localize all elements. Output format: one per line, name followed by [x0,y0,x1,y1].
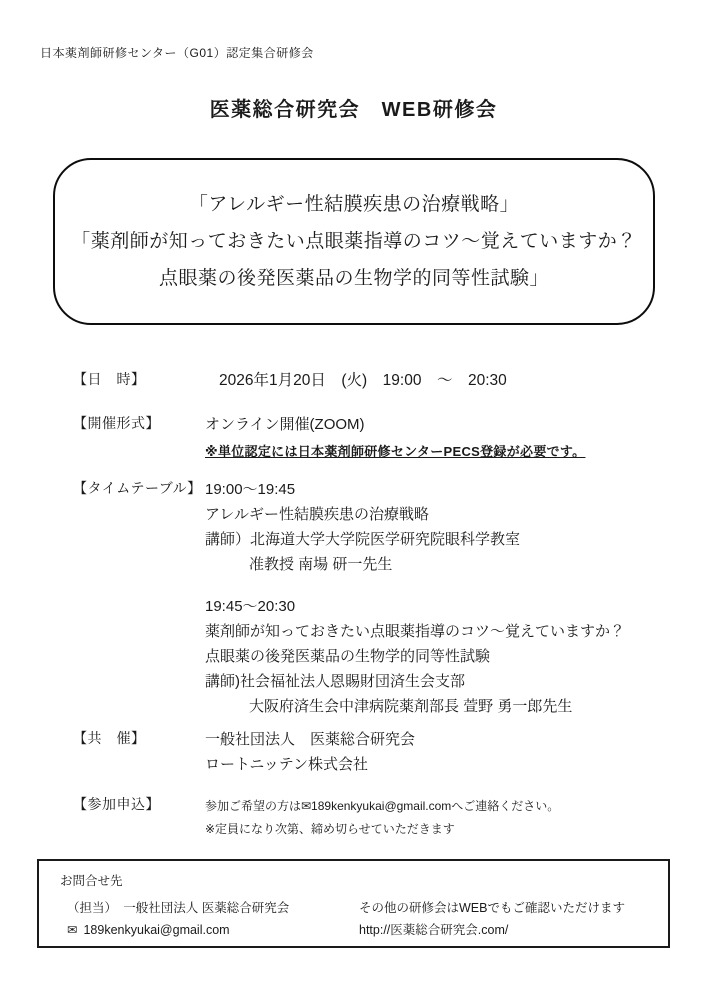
format-row [73,412,585,464]
timetable-session-2 [205,594,625,719]
session2-time: 19:45～20:30 [205,598,296,615]
application-label: 【参加申込】 [73,796,160,812]
contact-right-column [359,897,625,941]
contact-left-column [67,897,359,941]
session2-title-2: 点眼薬の後発医薬品の生物学的同等性試験 [205,648,491,665]
application-contact-line: 参加ご希望の方は✉189kenkyukai@gmail.comへご連絡ください。 [205,799,560,813]
cohost-row [73,727,415,777]
session2-lecturer-org: 講師)社会福祉法人恩賜財団済生会支部 [205,673,465,690]
contact-box [37,859,670,948]
seminar-title-box [53,158,655,325]
session1-lecturer-name: 准教授 南場 研一先生 [249,556,393,573]
contact-heading: お問合せ先 [60,874,123,888]
seminar-title-line-1: 「アレルギー性結膜疾患の治療戦略」 [188,194,520,215]
contact-organizer: （担当） 一般社団法人 医薬総合研究会 [67,901,290,915]
accreditation-note: 日本薬剤師研修センター（G01）認定集合研修会 [40,46,314,60]
application-deadline-note: ※定員になり次第、締め切らせていただきます [205,822,455,836]
cohost-line-1: 一般社団法人 医薬総合研究会 [205,731,416,748]
cohost-label: 【共 催】 [73,730,146,746]
format-pecs-note: ※単位認定には日本薬剤師研修センターPECS登録が必要です。 [205,444,586,459]
datetime-row [73,368,507,393]
contact-email: 189kenkyukai@gmail.com [83,923,230,937]
envelope-icon: ✉ [67,923,78,937]
contact-web-note: その他の研修会はWEBでもご確認いただけます [359,901,625,915]
page-title: 医薬総合研究会 WEB研修会 [209,99,498,121]
cohost-line-2: ロートニッテン株式会社 [205,756,369,773]
session1-lecturer-org: 講師）北海道大学大学院医学研究院眼科学教室 [205,531,521,548]
session1-time: 19:00～19:45 [205,481,296,498]
application-row [73,793,559,841]
session2-lecturer-name: 大阪府済生会中津病院薬剤部長 萱野 勇一郎先生 [249,698,573,715]
contact-url: http://医薬総合研究会.com/ [359,923,509,937]
timetable-label: 【タイムテーブル】 [73,480,202,496]
datetime-value: 2026年1月20日 (火) 19:00 ～ 20:30 [219,372,507,389]
seminar-title-line-2: 「薬剤師が知っておきたい点眼薬指導のコツ～覚えていますか？ [71,231,637,252]
timetable-session-1 [205,477,625,577]
session1-title: アレルギー性結膜疾患の治療戦略 [205,506,430,523]
session2-title-1: 薬剤師が知っておきたい点眼薬指導のコツ～覚えていますか？ [205,623,626,640]
seminar-title-line-3: 点眼薬の後発医薬品の生物学的同等性試験」 [158,268,549,289]
timetable-row [73,477,625,719]
datetime-label: 【日 時】 [73,371,146,387]
format-value: オンライン開催(ZOOM) [205,416,365,433]
contact-email-line [67,919,359,941]
format-label: 【開催形式】 [73,415,160,431]
